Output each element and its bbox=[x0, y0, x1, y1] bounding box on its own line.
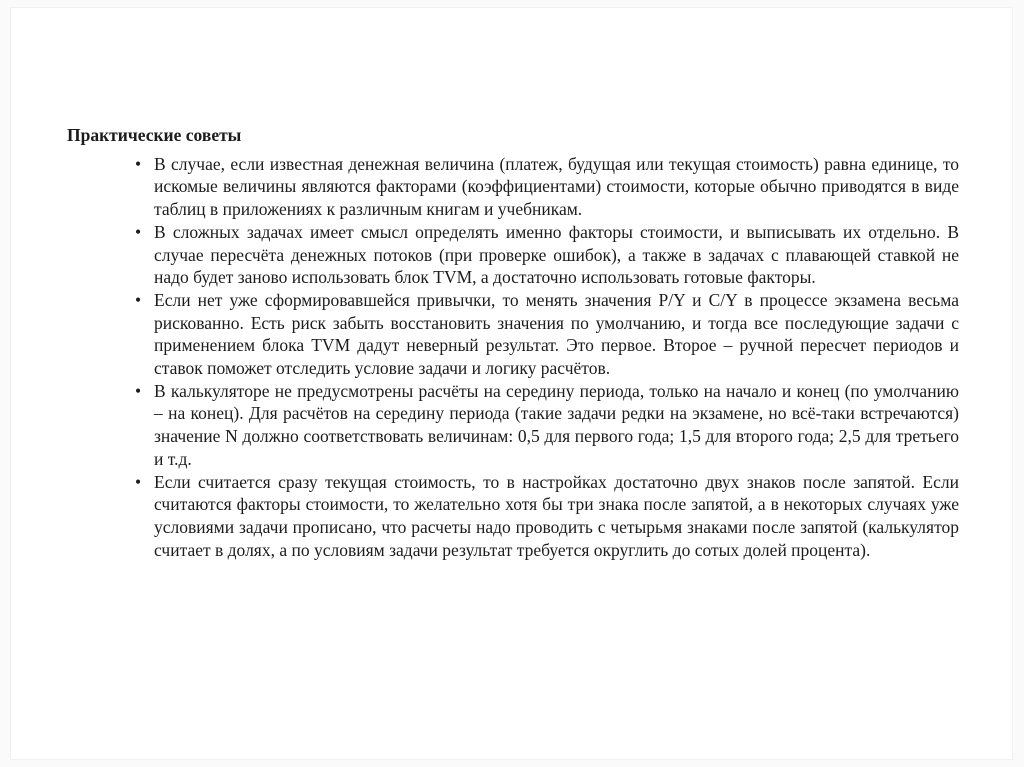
bullet-text: Если нет уже сформировавшейся привычки, то менять значения P/Y и C/Y в процессе экзамена весьма рискованно. Есть риск забыть восстановить значения по умолчанию, и тогда все последующие задачи с применением блока TVM дадут неверный результат. Это первое. Второе – ручной пересчет периодов и ставок поможет отследить условие задачи и логику расчётов. bbox=[154, 289, 959, 379]
slide-content bbox=[67, 124, 960, 561]
bullet-text: В калькуляторе не предусмотрены расчёты на середину периода, только на начало и конец (по умолчанию – на конец). Для расчётов на середину периода (такие задачи редки на экзамене, но всё-таки встречаются) значение N должно соответствовать величинам: 0,5 для первого года; 1,5 для второго года; 2,5 для третьего и т.д. bbox=[154, 380, 959, 469]
list-item bbox=[134, 380, 959, 471]
list-item bbox=[134, 471, 959, 562]
bullet-icon: • bbox=[135, 289, 142, 310]
bullet-icon: • bbox=[135, 380, 142, 401]
slide-canvas bbox=[10, 7, 1013, 760]
bullet-icon: • bbox=[135, 471, 142, 492]
bullet-icon: • bbox=[135, 153, 142, 174]
bullet-icon: • bbox=[135, 221, 142, 242]
bullet-list bbox=[134, 153, 959, 562]
list-item bbox=[134, 221, 959, 289]
list-item bbox=[134, 289, 959, 380]
bullet-text: В случае, если известная денежная величина (платеж, будущая или текущая стоимость) равна единице, то искомые величины являются факторами (коэффициентами) стоимости, которые обычно приводятся в виде таблиц в приложениях к различным книгам и учебникам. bbox=[154, 153, 959, 220]
list-item bbox=[134, 153, 959, 221]
bullet-text: В сложных задачах имеет смысл определять именно факторы стоимости, и выписывать их отдельно. В случае пересчёта денежных потоков (при проверке ошибок), а также в задачах с плавающей ставкой не надо будет заново использовать блок TVM, а достаточно использовать готовые факторы. bbox=[154, 221, 959, 288]
slide-title: Практические советы bbox=[67, 125, 242, 145]
bullet-text: Если считается сразу текущая стоимость, то в настройках достаточно двух знаков после запятой. Если считаются факторы стоимости, то желательно хотя бы три знака после запятой, а в некоторых случаях уже условиями задачи прописано, что расчеты надо проводить с четырьмя знаками после запятой (калькулятор считает в долях, а по условиям задачи результат требуется округлить до сотых долей процента). bbox=[154, 471, 959, 560]
